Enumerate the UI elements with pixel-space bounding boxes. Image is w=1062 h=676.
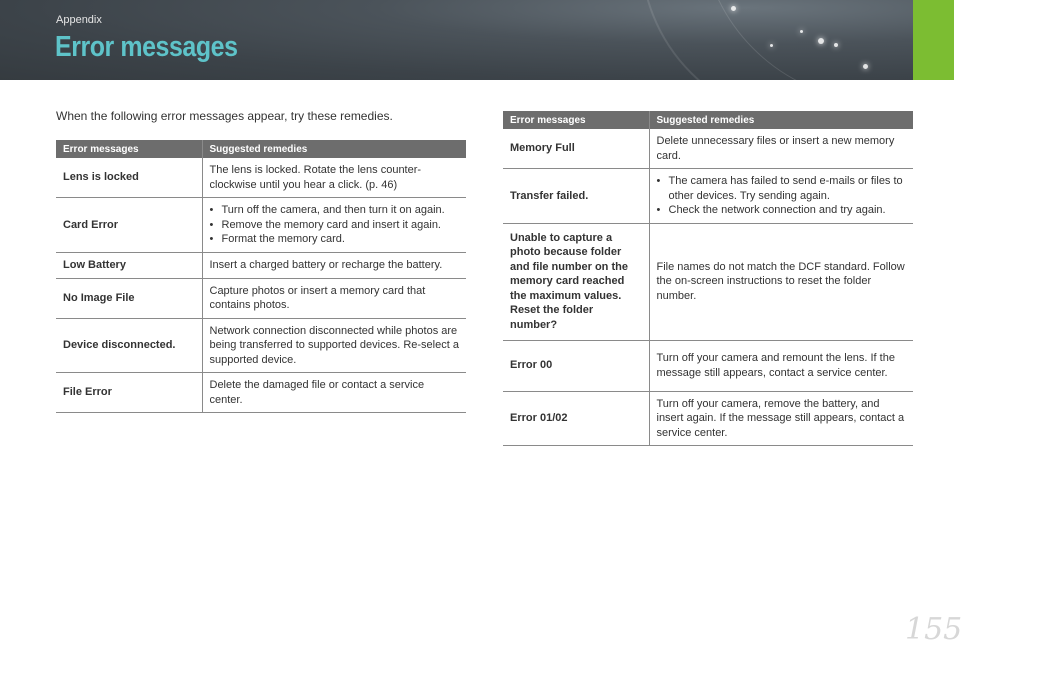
remedy-bullet-list: [657, 174, 907, 218]
table-row: [503, 223, 913, 340]
error-message-name: Unable to capture a photo because folder and file number on the memory card reached the maximum values. Reset the folder number?: [503, 223, 649, 340]
suggested-remedy: Delete unnecessary files or insert a new memory card.: [649, 129, 913, 169]
remedy-bullet-item: • The camera has failed to send e-mails or files to other devices. Try sending again.: [657, 174, 907, 203]
page-number: 155: [905, 612, 963, 647]
error-message-name: Memory Full: [503, 129, 649, 169]
error-message-name: Card Error: [56, 198, 202, 253]
header-sparkle: [834, 43, 838, 47]
suggested-remedy: File names do not match the DCF standard. Follow the on-screen instructions to reset the folder number.: [649, 223, 913, 340]
column-header-error: Error messages: [503, 111, 649, 129]
suggested-remedy: Delete the damaged file or contact a service center.: [202, 373, 466, 413]
error-message-name: Low Battery: [56, 253, 202, 279]
section-label: Appendix: [56, 14, 102, 26]
error-message-name: File Error: [56, 373, 202, 413]
error-table-left: [56, 140, 466, 413]
suggested-remedy: Turn off your camera, remove the battery, and insert again. If the message still appears, contact a service center.: [649, 391, 913, 446]
table-row: [56, 278, 466, 318]
table-row: [56, 318, 466, 373]
error-message-name: Transfer failed.: [503, 169, 649, 224]
error-message-name: Error 01/02: [503, 391, 649, 446]
table-row: [56, 198, 466, 253]
table-row: [56, 373, 466, 413]
error-table-right: [503, 111, 913, 446]
header-sparkle: [863, 64, 868, 69]
chapter-tab[interactable]: [913, 0, 954, 80]
table-row: [503, 169, 913, 224]
column-header-remedy: Suggested remedies: [649, 111, 913, 129]
table-body: [503, 129, 913, 446]
error-message-name: Error 00: [503, 340, 649, 391]
column-header-remedy: Suggested remedies: [202, 140, 466, 158]
suggested-remedy: The lens is locked. Rotate the lens counter-clockwise until you hear a click. (p. 46): [202, 158, 466, 198]
page-header: [0, 0, 954, 80]
suggested-remedy: [202, 198, 466, 253]
error-message-name: Device disconnected.: [56, 318, 202, 373]
suggested-remedy: Insert a charged battery or recharge the battery.: [202, 253, 466, 279]
remedy-bullet-item: • Remove the memory card and insert it again.: [210, 218, 460, 233]
page-title: Error messages: [55, 31, 238, 63]
table-row: [503, 129, 913, 169]
table-row: [503, 340, 913, 391]
remedy-bullet-item: • Check the network connection and try again.: [657, 203, 907, 218]
table-row: [56, 158, 466, 198]
remedy-bullet-item: • Turn off the camera, and then turn it on again.: [210, 203, 460, 218]
intro-text: When the following error messages appear, try these remedies.: [56, 109, 393, 123]
suggested-remedy: Turn off your camera and remount the lens. If the message still appears, contact a service center.: [649, 340, 913, 391]
error-message-name: No Image File: [56, 278, 202, 318]
table-row: [503, 391, 913, 446]
remedy-bullet-list: [210, 203, 460, 247]
table-row: [56, 253, 466, 279]
column-header-error: Error messages: [56, 140, 202, 158]
suggested-remedy: Capture photos or insert a memory card that contains photos.: [202, 278, 466, 318]
suggested-remedy: Network connection disconnected while photos are being transferred to supported devices. Re-select a supported device.: [202, 318, 466, 373]
remedy-bullet-item: • Format the memory card.: [210, 232, 460, 247]
table-body: [56, 158, 466, 413]
table-header-row: [503, 111, 913, 129]
header-sparkle: [731, 6, 736, 11]
header-sparkle: [818, 38, 824, 44]
error-message-name: Lens is locked: [56, 158, 202, 198]
header-sparkle: [800, 30, 803, 33]
table-header-row: [56, 140, 466, 158]
suggested-remedy: [649, 169, 913, 224]
header-sparkle: [770, 44, 773, 47]
